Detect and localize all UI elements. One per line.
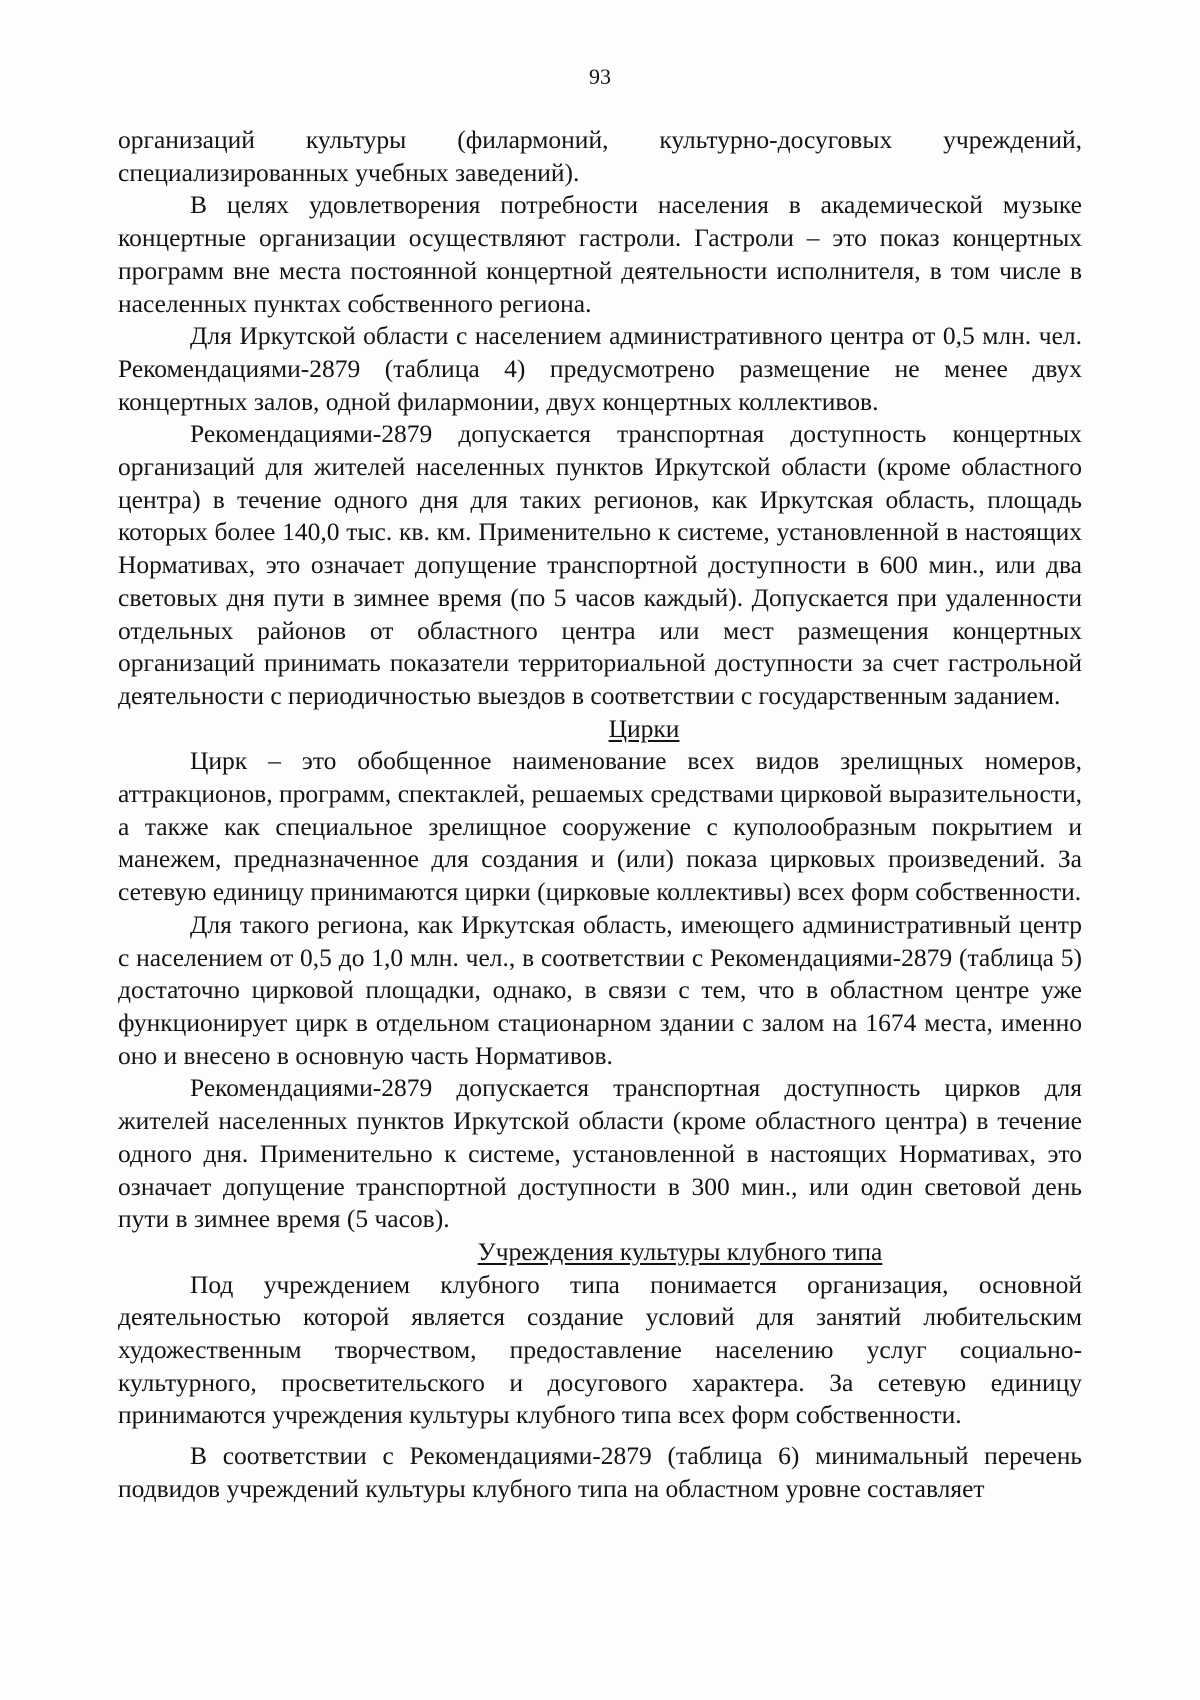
page-number: 93 — [589, 64, 611, 89]
paragraph: В целях удовлетворения потребности населения в академической музыке концертные организации осуществляют гастроли. Гастроли – это показ концертных программ вне места постоянной концертной деятельности исполнителя, в том числе в населенных пунктах собственного региона. — [118, 190, 1082, 318]
paragraph: Под учреждением клубного типа понимается организация, основной деятельностью которой является создание условий для занятий любительским художественным творчеством, предоставление населению услуг социально-культурного, просветительского и досугового характера. За сетевую единицу принимаются учреждения культуры клубного типа всех форм собственности. — [118, 1269, 1082, 1430]
paragraph: Рекомендациями-2879 допускается транспортная доступность концертных организаций для жителей населенных пунктов Иркутской области (кроме областного центра) в течение одного дня для таких регионов, как Иркутская область, площадь которых более 140,0 тыс. кв. км. Применительно к системе, установленной в настоящих Нормативах, это означает допущение транспортной доступности в 600 мин., или два световых дня пути в зимнее время (по 5 часов каждый). Допускается при удаленности отдельных районов от областного центра или мест размещения концертных организаций принимать показатели территориальной доступности за счет гастрольной деятельности с периодичностью выездов в соответствии с государственным заданием. — [118, 419, 1082, 710]
page-body — [118, 124, 1082, 1506]
paragraph: В соответствии с Рекомендациями-2879 (таблица 6) минимальный перечень подвидов учреждений культуры клубного типа на областном уровне составляет — [118, 1441, 1082, 1503]
paragraph: Рекомендациями-2879 допускается транспортная доступность цирков для жителей населенных пунктов Иркутской области (кроме областного центра) в течение одного дня. Применительно к системе, установленной в настоящих Нормативах, это означает допущение транспортной доступности в 300 мин., или один световой день пути в зимнее время (5 часов). — [118, 1073, 1082, 1234]
paragraph: Для такого региона, как Иркутская область, имеющего административный центр с населением от 0,5 до 1,0 млн. чел., в соответствии с Рекомендациями-2879 (таблица 5) достаточно цирковой площадки, однако, в связи с тем, что в областном центре уже функционирует цирк в отдельном стационарном здании с залом на 1674 места, именно оно и внесено в основную часть Нормативов. — [118, 909, 1082, 1070]
paragraph: организаций культуры (филармоний, культурно-досуговых учреждений, специализированных учебных заведений). — [118, 125, 1082, 187]
section-heading-circus: Цирки — [608, 713, 680, 743]
paragraph: Цирк – это обобщенное наименование всех видов зрелищных номеров, аттракционов, программ, спектаклей, решаемых средствами цирковой выразительности, а также как специальное зрелищное сооружение с куполообразным покрытием и манежем, предназначенное для создания и (или) показа цирковых произведений. За сетевую единицу принимаются цирки (цирковые коллективы) всех форм собственности. — [118, 746, 1082, 907]
paragraph-gap — [118, 1432, 1082, 1440]
paragraph: Для Иркутской области с населением административного центра от 0,5 млн. чел. Рекомендациями-2879 (таблица 4) предусмотрено размещение не менее двух концертных залов, одной филармонии, двух концертных коллективов. — [118, 321, 1082, 416]
section-heading-club: Учреждения культуры клубного типа — [477, 1236, 883, 1266]
